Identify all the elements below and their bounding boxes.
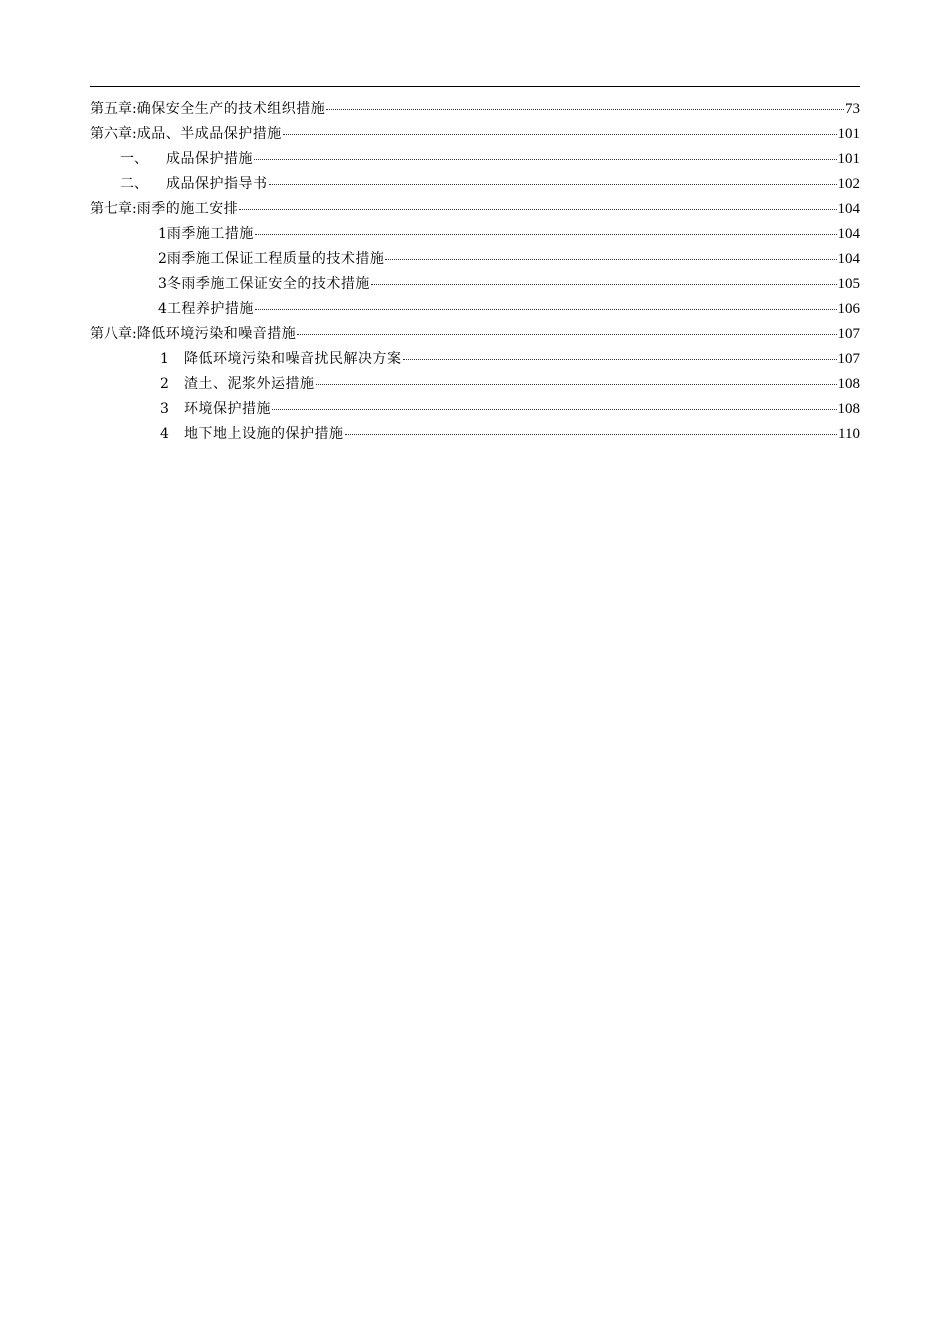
toc-entry[interactable] [90,97,860,122]
toc-prefix: 1 [160,351,169,367]
toc-title: 确保安全生产的技术组织措施 [136,101,326,117]
toc-entry[interactable] [90,172,860,197]
toc-title: 降低环境污染和噪音扰民解决方案 [184,351,402,367]
toc-title: 环境保护措施 [184,401,271,417]
header-rule [90,86,860,87]
toc-page-number: 108 [837,376,860,392]
toc-title: 雨季施工保证工程质量的技术措施 [166,251,385,267]
toc-entry[interactable] [90,297,860,322]
toc-prefix: 4 [158,301,167,317]
toc-entry[interactable] [90,347,860,372]
toc-title: 地下地上设施的保护措施 [184,426,344,442]
toc-prefix: 4 [160,426,169,442]
toc-prefix: 2 [160,376,169,392]
toc-title: 成品保护措施 [166,151,253,167]
toc-leader [272,395,837,410]
toc-leader [345,420,838,435]
toc-page-number: 107 [837,326,860,342]
toc-entry[interactable] [90,397,860,422]
toc-leader [316,370,837,385]
toc-entry[interactable] [90,272,860,297]
toc-prefix: 一、 [120,151,148,167]
toc-leader [283,120,837,135]
toc-title: 冬雨季施工保证安全的技术措施 [166,276,370,292]
toc-leader [254,145,837,160]
toc-leader [297,320,836,335]
toc-title: 雨季的施工安排 [136,201,239,217]
toc-title: 雨季施工措施 [166,226,254,242]
toc-prefix: 第七章: [90,201,137,217]
toc-entry[interactable] [90,147,860,172]
toc-leader [385,245,836,260]
toc-page-number: 108 [837,401,860,417]
toc-leader [269,170,837,185]
toc-prefix: 2 [158,251,167,267]
toc-entry[interactable] [90,322,860,347]
toc-title: 成品、半成品保护措施 [136,126,282,142]
toc-page-number: 106 [837,301,860,317]
toc-title: 工程养护措施 [166,301,254,317]
toc-entry[interactable] [90,422,860,447]
toc-leader [255,220,837,235]
table-of-contents [90,97,860,447]
toc-entry[interactable] [90,372,860,397]
toc-leader [239,195,836,210]
toc-prefix: 3 [160,401,169,417]
toc-leader [371,270,837,285]
toc-page-number: 104 [837,226,860,242]
toc-title: 降低环境污染和噪音措施 [136,326,297,342]
toc-leader [255,295,837,310]
toc-entry[interactable] [90,222,860,247]
toc-page-number: 110 [838,426,860,442]
toc-prefix: 1 [158,226,167,242]
toc-entry[interactable] [90,197,860,222]
toc-prefix: 二、 [120,176,148,192]
toc-page-number: 101 [837,151,860,167]
toc-page-number: 101 [837,126,860,142]
toc-page-number: 105 [837,276,860,292]
toc-entry[interactable] [90,247,860,272]
toc-prefix: 第五章: [90,101,137,117]
toc-leader [403,345,837,360]
toc-page-number: 107 [837,351,860,367]
toc-entry[interactable] [90,122,860,147]
toc-prefix: 3 [158,276,167,292]
toc-prefix: 第八章: [90,326,137,342]
toc-leader [326,95,844,110]
toc-title: 成品保护指导书 [166,176,268,192]
toc-page-number: 102 [837,176,860,192]
toc-page-number: 73 [845,101,860,117]
toc-page-number: 104 [837,251,860,267]
toc-title: 渣土、泥浆外运措施 [184,376,315,392]
toc-page-number: 104 [837,201,860,217]
toc-prefix: 第六章: [90,126,137,142]
